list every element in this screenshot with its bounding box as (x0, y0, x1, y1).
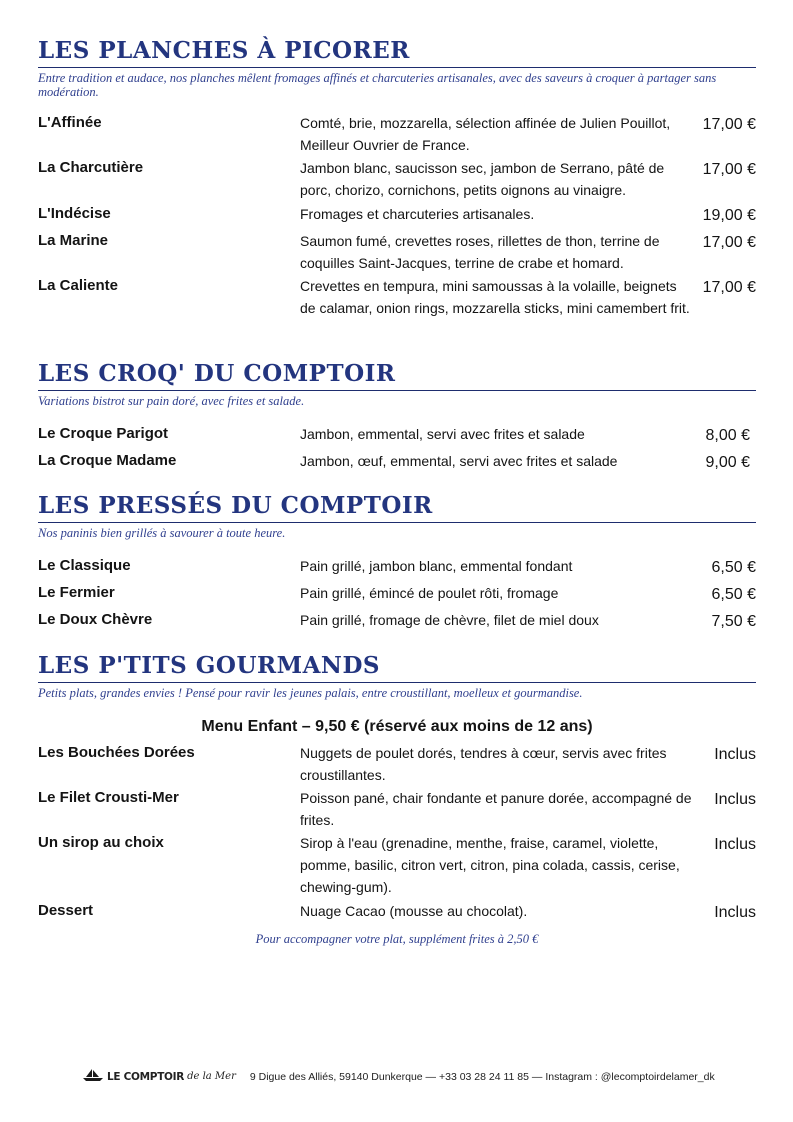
section-title: LES PRESSÉS DU COMPTOIR (38, 492, 433, 519)
item-description: Jambon blanc, saucisson sec, jambon de Serrano, pâté de porc, chorizo, cornichons, petits oignons au vinaigre. (300, 160, 665, 198)
item-description: Nuggets de poulet dorés, tendres à cœur, servis avec frites croustillantes. (300, 745, 667, 783)
item-price: 17,00 € (702, 234, 756, 251)
item-price: 8,00 € (705, 427, 750, 444)
item-description: Poisson pané, chair fondante et panure dorée, accompagné de frites. (300, 790, 692, 828)
item-price: 7,50 € (711, 613, 756, 630)
section-subtitle: Nos paninis bien grillés à savourer à toute heure. (38, 526, 286, 540)
item-price: 17,00 € (702, 116, 756, 133)
item-description: Nuage Cacao (mousse au chocolat). (300, 903, 528, 919)
item-price: 6,50 € (711, 559, 756, 576)
section-planches (38, 36, 756, 99)
item-name: Le Croque Parigot (38, 425, 169, 442)
section-subtitle: Petits plats, grandes envies ! Pensé pour ravir les jeunes palais, entre croustillant, moelleux et gourmandise. (38, 686, 583, 700)
item-name: Le Fermier (38, 584, 115, 601)
item-description: Pain grillé, fromage de chèvre, filet de miel doux (300, 612, 599, 628)
item-price: 17,00 € (702, 161, 756, 178)
item-description: Pain grillé, jambon blanc, emmental fondant (300, 558, 573, 574)
section-divider (38, 67, 756, 68)
item-name: L'Indécise (38, 205, 111, 222)
item-name: Dessert (38, 902, 94, 919)
item-name: Le Classique (38, 557, 131, 574)
item-description: Crevettes en tempura, mini samoussas à la volaille, beignets de calamar, onion rings, mozzarella sticks, mini camembert frit. (300, 278, 690, 316)
item-name: La Croque Madame (38, 452, 177, 469)
logo-text: LE COMPTOIR (107, 1070, 185, 1083)
ship-icon (82, 1068, 104, 1085)
item-name: La Charcutière (38, 159, 144, 176)
section-subtitle: Entre tradition et audace, nos planches mêlent fromages affinés et charcuteries artisanales, avec des saveurs à croquer à partager sans modération. (38, 71, 717, 99)
item-description: Pain grillé, émincé de poulet rôti, fromage (300, 585, 559, 601)
logo (82, 1068, 236, 1085)
section-presses (38, 491, 756, 540)
item-name: Les Bouchées Dorées (38, 744, 195, 761)
section-subtitle: Variations bistrot sur pain doré, avec frites et salade. (38, 394, 305, 408)
item-price: 19,00 € (702, 207, 756, 224)
contact-info: 9 Digue des Alliés, 59140 Dunkerque — +33 03 28 24 11 85 — Instagram : @lecomptoirdelamer_dk (249, 1070, 715, 1083)
item-name: La Caliente (38, 277, 119, 294)
item-name: Le Filet Crousti-Mer (38, 789, 179, 806)
item-description: Jambon, emmental, servi avec frites et salade (300, 426, 585, 442)
item-price: 9,00 € (705, 454, 750, 471)
item-name: La Marine (38, 232, 109, 249)
logo-script: de la Mer (187, 1071, 236, 1082)
section-title: LES P'TITS GOURMANDS (38, 652, 380, 679)
item-price: Inclus (714, 904, 756, 921)
menu-enfant-header: Menu Enfant – 9,50 € (réservé aux moins de 12 ans) (201, 718, 593, 735)
item-description: Saumon fumé, crevettes roses, rillettes de thon, terrine de coquilles Saint-Jacques, terrine de crabe et homard. (300, 233, 660, 271)
item-price: 17,00 € (702, 279, 756, 296)
section-divider (38, 522, 756, 523)
item-name: Le Doux Chèvre (38, 611, 153, 628)
item-price: Inclus (714, 746, 756, 763)
footer (82, 1068, 715, 1085)
section-croq (38, 359, 756, 408)
section-divider (38, 682, 756, 683)
item-description: Fromages et charcuteries artisanales. (300, 206, 535, 222)
item-price: Inclus (714, 836, 756, 853)
section-ptits-gourmands (38, 651, 756, 700)
item-name: Un sirop au choix (38, 834, 164, 851)
supplement-note: Pour accompagner votre plat, supplément frites à 2,50 € (255, 932, 539, 946)
section-title: LES PLANCHES À PICORER (38, 37, 410, 64)
item-price: 6,50 € (711, 586, 756, 603)
item-name: L'Affinée (38, 114, 102, 131)
item-description: Comté, brie, mozzarella, sélection affinée de Julien Pouillot, Meilleur Ouvrier de France. (300, 115, 671, 153)
item-price: Inclus (714, 791, 756, 808)
item-description: Sirop à l'eau (grenadine, menthe, fraise, caramel, violette, pomme, basilic, citron vert, citron, pina colada, cassis, cerise, chewing-gum). (300, 835, 680, 895)
section-title: LES CROQ' DU COMPTOIR (38, 360, 396, 387)
section-divider (38, 390, 756, 391)
item-description: Jambon, œuf, emmental, servi avec frites et salade (300, 453, 618, 469)
